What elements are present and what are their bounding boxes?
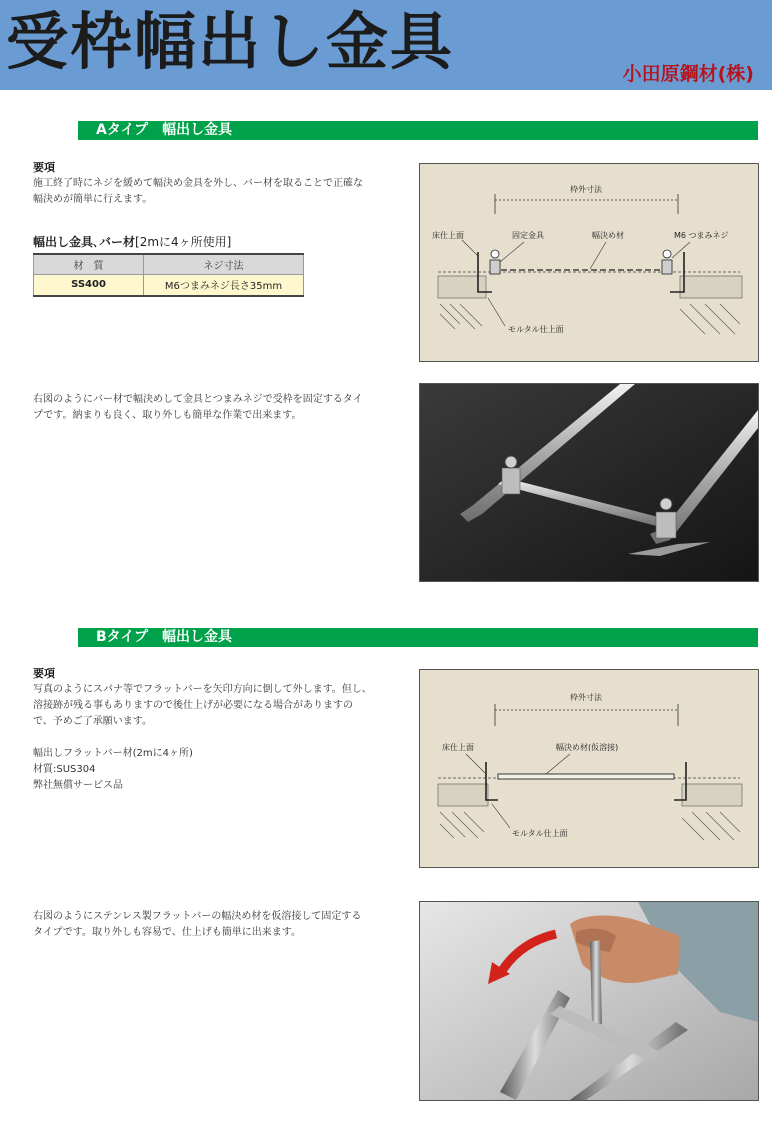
section-a-photo-description	[33, 392, 363, 424]
company-name: 小田原鋼材(株)	[622, 63, 754, 85]
page-header	[0, 0, 772, 90]
spec-header-screw: ネジ寸法	[144, 254, 304, 274]
diagram-a-label-floor: 床仕上面	[432, 231, 464, 240]
diagram-b-label-floor: 床仕上面	[442, 743, 474, 752]
diagram-b	[419, 669, 759, 868]
spec-table	[33, 253, 304, 297]
spec-table-title-main: 幅出し金具､バー材	[33, 235, 136, 249]
section-b-photo-desc-line-2: タイプです。取り外しも容易で、仕上げも簡単に出来ます。	[33, 927, 301, 938]
diagram-b-label-outer: 枠外寸法	[570, 693, 602, 702]
photo-b	[419, 901, 759, 1101]
diagram-b-label-bar: 幅決め材(仮溶接)	[556, 743, 619, 752]
section-a-photo-desc-line-2: プです。納まりも良く、取り外しも簡単な作業で出来ます。	[33, 410, 302, 421]
spec-table-title-note: [2mに4ヶ所使用]	[135, 235, 232, 249]
section-b-bar: Bタイプ 幅出し金具	[78, 628, 758, 647]
section-a-requirements	[33, 160, 363, 208]
section-b-photo-description	[33, 909, 361, 941]
section-b-requirements	[33, 666, 372, 794]
spec-header-material: 材 質	[34, 254, 144, 274]
spec-cell-material: SS400	[34, 274, 144, 296]
diagram-a-label-outer: 枠外寸法	[570, 185, 602, 194]
diagram-a-label-bar: 幅決め材	[592, 231, 624, 240]
section-b-info-line-2: 材質:SUS304	[33, 764, 96, 775]
spec-table-title	[33, 234, 231, 250]
section-a-requirement-heading: 要項	[33, 161, 55, 174]
section-b-photo-desc-line-1: 右図のようにステンレス製フラットバーの幅決め材を仮溶接して固定する	[33, 911, 362, 922]
section-b-info-line-1: 幅出しフラットバー材(2mに4ヶ所)	[33, 748, 193, 759]
section-b-requirement-heading: 要項	[33, 667, 55, 680]
diagram-a	[419, 163, 759, 362]
diagram-a-label-mortar: モルタル仕上面	[508, 325, 564, 334]
diagram-a-label-screw: M6 つまみネジ	[674, 231, 729, 240]
section-b-requirement-line-3: で、予めご了承願います。	[33, 716, 152, 727]
spec-cell-screw: M6つまみネジ長さ35mm	[144, 274, 304, 296]
section-b-info-line-3: 弊社無償サービス品	[33, 780, 123, 791]
section-b-requirement-line-1: 写真のようにスパナ等でフラットバーを矢印方向に倒して外します。但し、	[33, 684, 372, 695]
photo-a-image	[420, 384, 758, 581]
diagram-a-drawing	[420, 164, 758, 361]
section-a-photo-desc-line-1: 右図のようにバー材で幅決めして金具とつまみネジで受枠を固定するタイ	[33, 394, 363, 405]
section-a-requirement-line-1: 施工終了時にネジを緩めて幅決め金具を外し、バー材を取ることで正確な	[33, 178, 363, 189]
photo-a	[419, 383, 759, 582]
page-title: 受枠幅出し金具	[6, 5, 455, 78]
section-b-requirement-line-2: 溶接跡が残る事もありますので後仕上げが必要になる場合がありますの	[33, 700, 353, 711]
diagram-b-label-mortar: モルタル仕上面	[512, 829, 568, 838]
section-a-requirement-line-2: 幅決めが簡単に行えます。	[33, 194, 153, 205]
diagram-a-label-bracket: 固定金具	[512, 231, 544, 240]
section-a-bar: Aタイプ 幅出し金具	[78, 121, 758, 140]
photo-b-image	[420, 902, 758, 1100]
diagram-b-drawing	[420, 670, 758, 867]
